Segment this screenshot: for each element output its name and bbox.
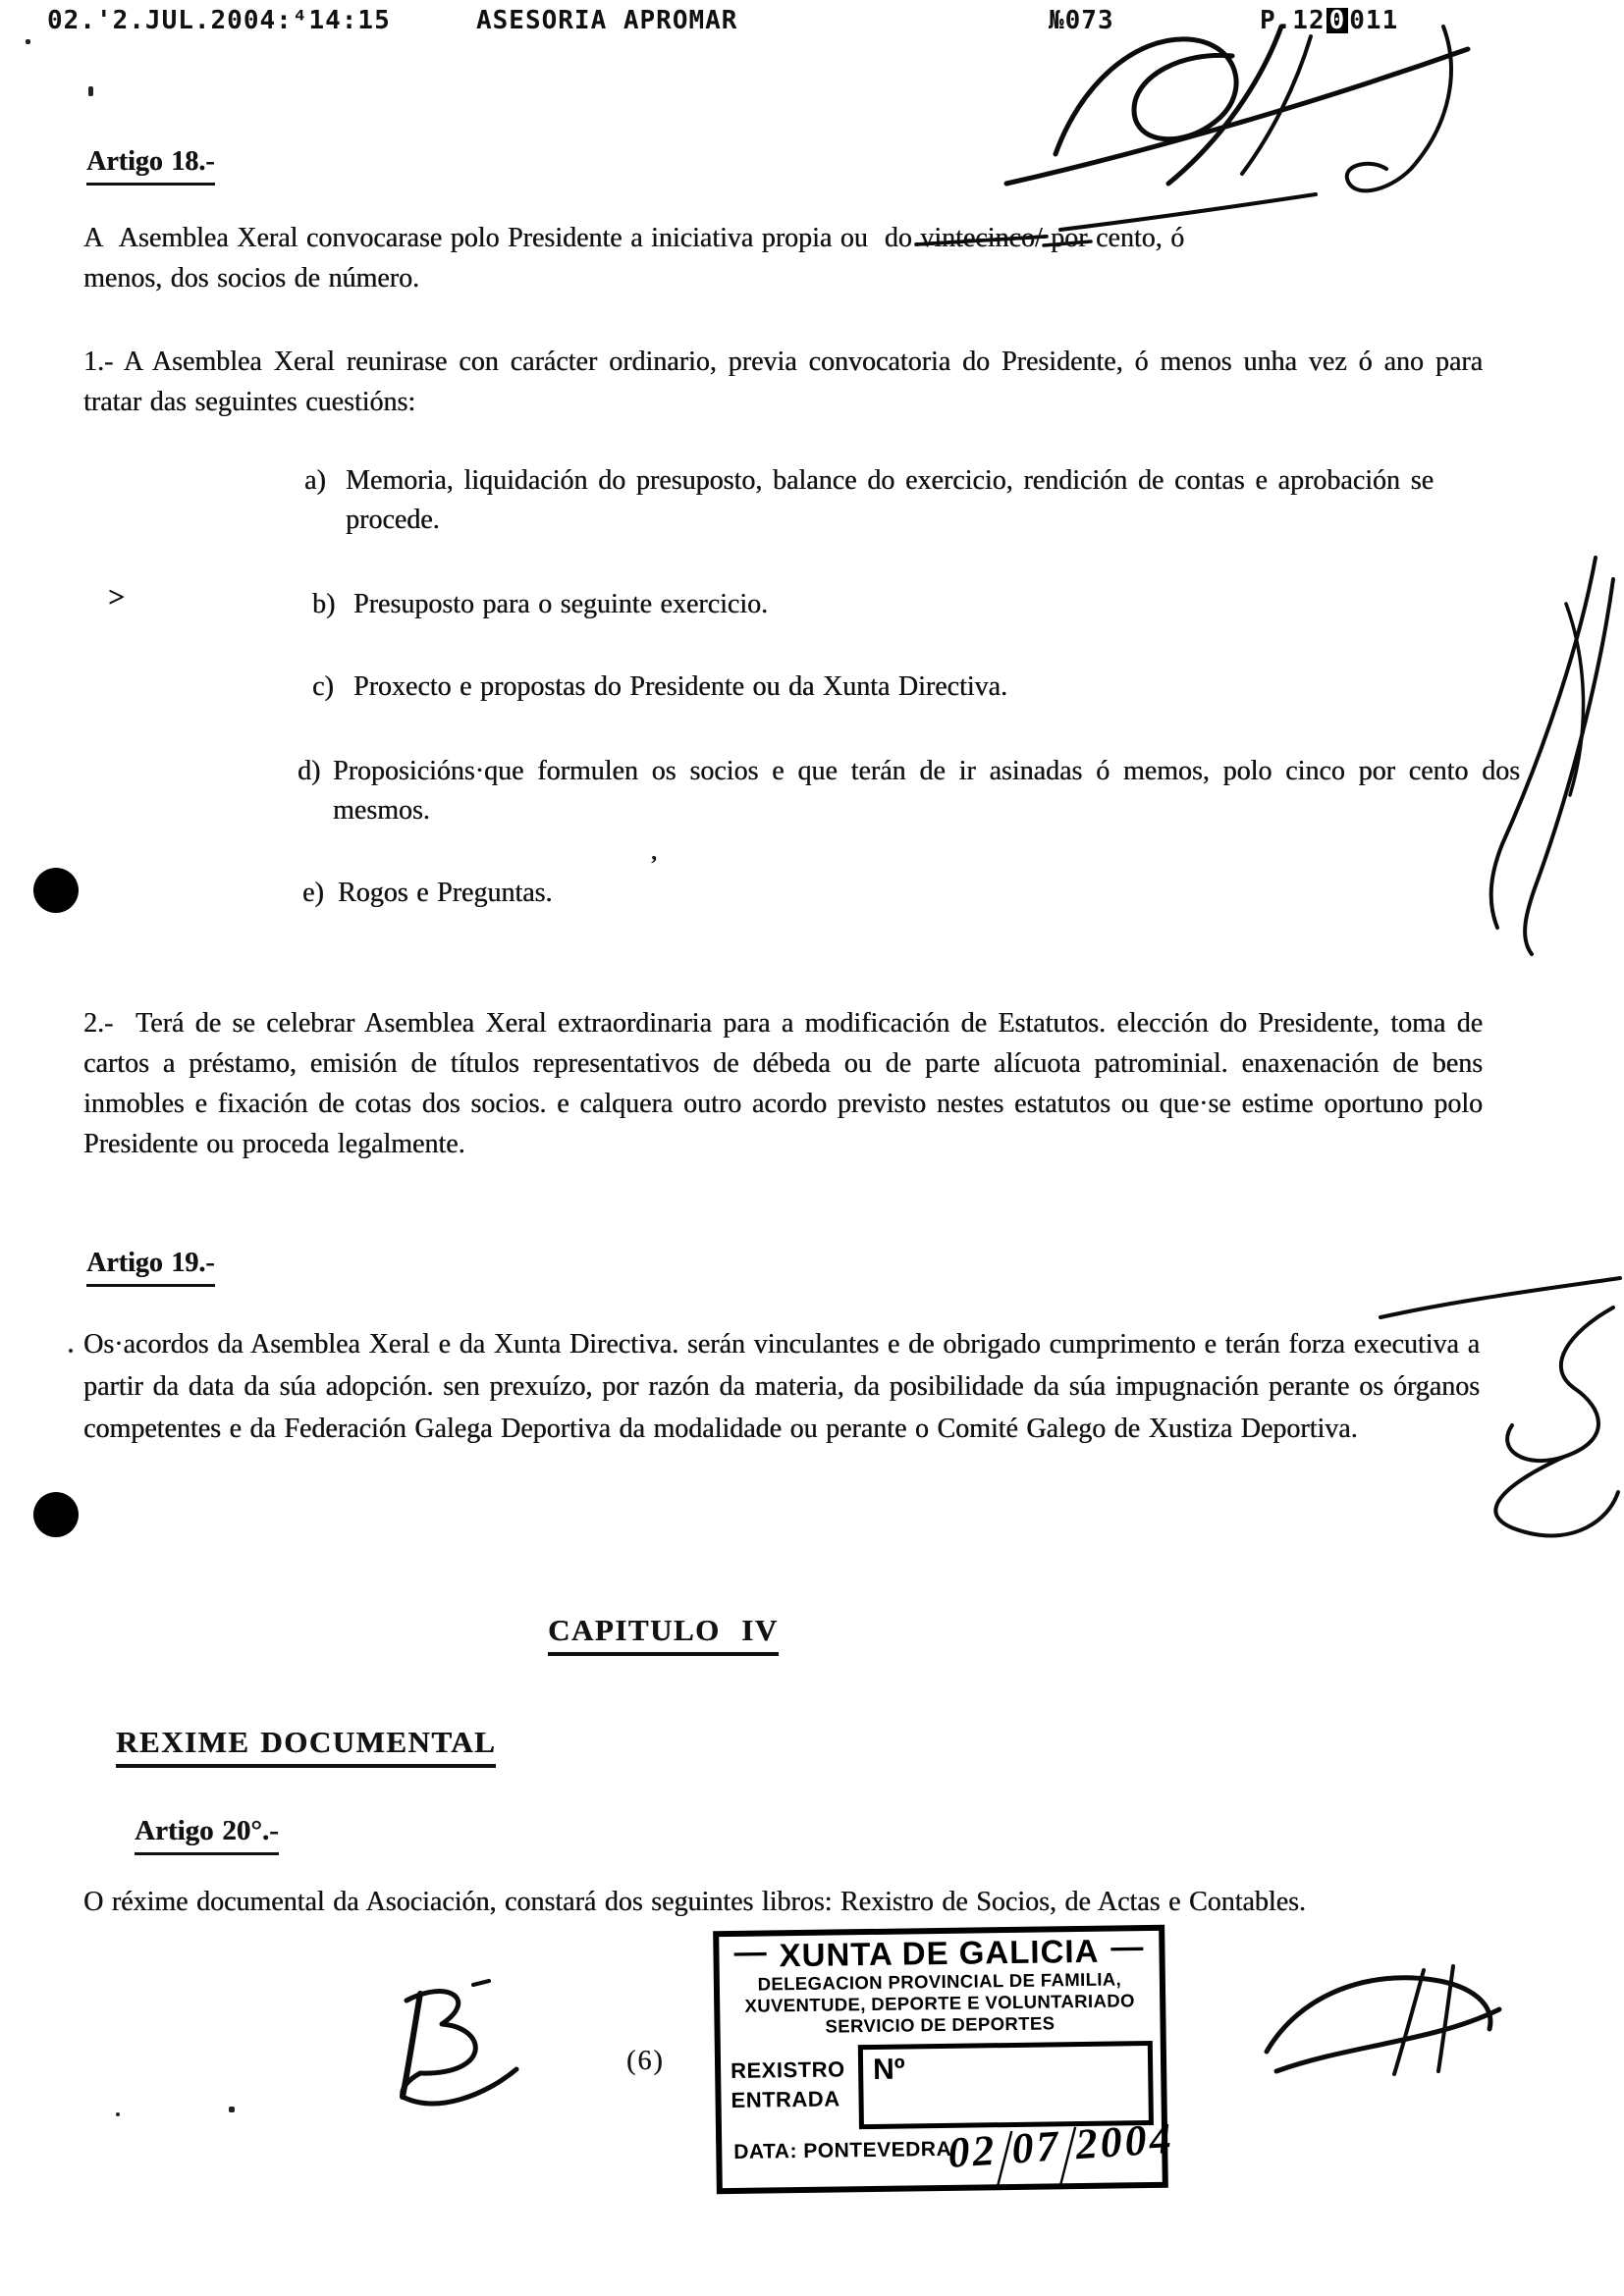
hole-punch-top <box>33 868 79 913</box>
stamp-date-row <box>733 2104 1176 2212</box>
artigo-20-body: O réxime documental da Asociación, constará dos seguintes libros: Rexistro de Socios, de Actas e Contables. <box>83 1887 1306 1917</box>
handwritten-slash: / <box>997 2108 1013 2212</box>
chapter-heading: CAPITULO IV <box>548 1610 779 1656</box>
margin-chevron: > <box>108 581 126 614</box>
stamp-title-row <box>719 1928 1159 1974</box>
stamp-org-line3: SERVICIO DE DEPORTES <box>825 2012 1056 2037</box>
artigo-20-heading: Artigo 20°.- <box>135 1811 279 1855</box>
stamp-number-label: Nº <box>872 2053 905 2086</box>
list-item-d: d) Proposicións·que formulen os socios e que terán de ir asinadas ó memos, polo cinco por cento dos mesmos. <box>298 756 1520 826</box>
signature-bottom-right <box>1242 1958 1517 2096</box>
list-item-b: b) Presuposto para o seguinte exercicio. <box>312 589 768 619</box>
stamp-date-label: DATA: PONTEVEDRA <box>733 2137 952 2163</box>
stamp-org-line2: XUVENTUDE, DEPORTE E VOLUNTARIADO <box>744 1990 1135 2016</box>
list-item-c: c) Proxecto e propostas do Presidente ou da Xunta Directiva. <box>312 671 1007 702</box>
fax-page-suffix: 011 <box>1349 6 1399 35</box>
struck-word: vintecinco <box>920 223 1035 253</box>
scan-speck <box>88 86 93 96</box>
fax-datetime: 02.'2.JUL.2004:⁴14:15 <box>47 6 391 35</box>
scan-speck <box>26 39 30 44</box>
artigo-18-intro-line2: menos, dos socios de número. <box>83 263 419 294</box>
scan-speck <box>116 2112 120 2116</box>
artigo-18-intro <box>83 218 1419 298</box>
signature-initials-bottom-left <box>363 1979 520 2116</box>
fax-sender: ASESORIA APROMAR <box>476 6 738 35</box>
list-item-a: a) Memoria, liquidación do presuposto, balance do exercicio, rendición de contas e aprobación se procede. <box>304 465 1434 535</box>
artigo-18-heading: Artigo 18.- <box>86 141 215 186</box>
section-heading: REXIME DOCUMENTAL <box>116 1722 496 1768</box>
registry-stamp <box>713 1925 1176 2212</box>
stamp-register-labels: REXISTRO ENTRADA <box>730 2056 845 2112</box>
handwritten-slash: / <box>1060 2104 1077 2208</box>
stamp-org-line1: DELEGACION PROVINCIAL DE FAMILIA, <box>757 1968 1122 1995</box>
scan-speck <box>229 2107 235 2112</box>
fax-glitch-block: 0 <box>1326 8 1349 33</box>
list-item-e: e) Rogos e Preguntas. <box>302 878 553 908</box>
artigo-19-body: Os·acordos da Asemblea Xeral e da Xunta Directiva. serán vinculantes e de obrigado cumprimento e terán forza executiva a partir da data da súa adopción. sen prexuízo, por razón da materia, da posibilidade da súa impugnación perante os órganos competentes e da Federación Galega Deportiva da modalidade ou perante o Comité Galego de Xustiza Deportiva. <box>83 1329 1480 1444</box>
fax-page-label: P.12 <box>1260 6 1326 35</box>
pen-scribble-right <box>1448 550 1624 962</box>
handwritten-date: 02/07/2004 <box>947 2113 1175 2178</box>
stamp-dash-left: — <box>733 1933 768 1970</box>
stray-tick: ’ <box>650 852 658 878</box>
artigo-19-heading: Artigo 19.- <box>86 1243 215 1287</box>
page-number: (6) <box>626 2046 665 2076</box>
pen-scribble-artigo19 <box>1373 1239 1624 1563</box>
artigo-18-point2: 2.- Terá de se celebrar Asemblea Xeral extraordinaria para a modificación de Estatutos. elección do Presidente, toma de cartos a préstamo, emisión de títulos representativos de débeda ou de parte alícuota patrominial. enaxenación de bens inmobles e fixación de cotas dos socios. e calquera outro acordo previsto nestes estatutos ou que·se estime oportuno polo Presidente ou proceda legalmente. <box>83 1008 1483 1159</box>
stamp-register-row <box>731 2041 1154 2131</box>
stamp-title: XUNTA DE GALICIA <box>779 1932 1100 1974</box>
artigo-18-intro-line1: A Asemblea Xeral convocarase polo Presidente a iniciativa propia ou do vintecinco/ por cento, ó <box>83 223 1185 253</box>
fax-page-number: №073 <box>1049 6 1114 35</box>
scan-speck <box>69 1349 73 1353</box>
hole-punch-bottom <box>33 1492 79 1537</box>
stamp-dash-right: — <box>1110 1928 1145 1965</box>
artigo-18-point1: 1.- A Asemblea Xeral reunirase con carácter ordinario, previa convocatoria do Presidente, ó menos unha vez ó ano para tratar das seguintes cuestións: <box>83 347 1483 417</box>
